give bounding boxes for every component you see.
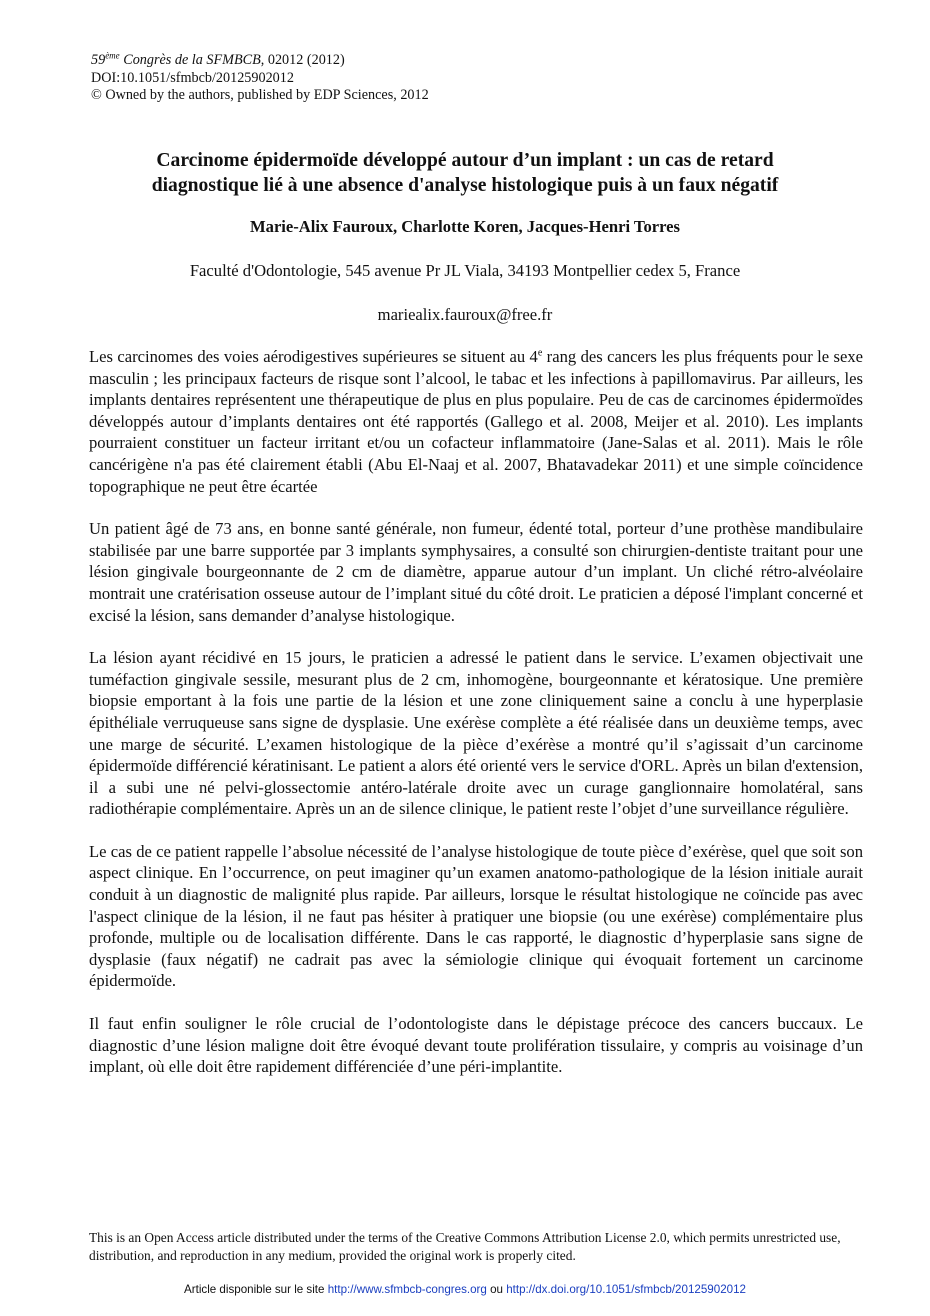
paragraph-treatment: La lésion ayant récidivé en 15 jours, le praticien a adressé le patient dans le service. L’examen objectivait une tuméfaction gingivale sessile, mesurant plus de 2 cm, inhomogène, bourgeonnante et kératosique. Une première biopsie emportant à la fois une partie de la lésion et une zone cliniquement saine a conclu à une hyperplasie épithéliale verruqueuse sans signe de dysplasie. Une exérèse complète a été réalisée dans un deuxième temps, avec une marge de sécurité. L’examen histologique de la pièce d’exérèse a montré qu’il s’agissait d’un carcinome épidermoïde différencié kératinisant. Le patient a alors été orienté vers le service d'ORL. Après un bilan d'extension, il a subi une né pelvi-glossectomie antéro-latérale droite avec un curage ganglionnaire homolatéral, sans radiothérapie complémentaire. Après un an de silence clinique, le patient reste l’objet d’une surveillance régulière.: [89, 648, 863, 819]
paragraph-text: Les carcinomes des voies aérodigestives supérieures se situent au 4: [89, 347, 538, 366]
paragraph-conclusion: Il faut enfin souligner le rôle crucial de l’odontologiste dans le dépistage précoce des cancers buccaux. Le diagnostic d’une lésion maligne doit être évoqué devant toute prolifération tissulaire, y compris au voisinage d’un implant, où elle doit être rapidement différenciée d’une péri-implantite.: [89, 1014, 863, 1077]
affiliation: Faculté d'Odontologie, 545 avenue Pr JL Viala, 34193 Montpellier cedex 5, France: [189, 261, 741, 280]
footer-separator: ou: [486, 1283, 507, 1296]
title-line-2: diagnostique lié à une absence d'analyse histologique puis à un faux négatif: [151, 175, 779, 196]
abstract-body: [89, 346, 863, 1099]
doi-line: DOI:10.1051/sfmbcb/20125902012: [91, 69, 294, 86]
doi-link[interactable]: http://dx.doi.org/10.1051/sfmbcb/20125902012: [506, 1283, 746, 1296]
running-header: [91, 52, 429, 105]
congress-link[interactable]: http://www.sfmbcb-congres.org: [327, 1283, 487, 1296]
paragraph-text: rang des cancers les plus fréquents pour le sexe masculin ; les principaux facteurs de risque sont l’alcool, le tabac et les infections à papillomavirus. Par ailleurs, les implants dentaires représentent une thérapeutique de plus en plus populaire. Peu de cas de carcinomes épidermoïdes développés autour d’implants dentaires ont été rapportés (Gallego et al. 2008, Meijer et al. 2010). Les implants pourraient constituer un facteur irritant et/ou un cofacteur inflammatoire (Jane-Salas et al. 2011). Mais le rôle cancérigène n'a pas été clairement établi (Abu El-Naaj et al. 2007, Bhatavadekar 2011) et une simple coïncidence topographique ne peut être écartée: [89, 347, 863, 496]
conference-title: Congrès de la SFMBCB: [119, 52, 261, 68]
paragraph-case: Un patient âgé de 73 ans, en bonne santé générale, non fumeur, édenté total, porteur d’une prothèse mandibulaire stabilisée par une barre supportée par 3 implants symphysaires, a consulté son chirurgien-dentiste traitant pour une lésion gingivale bourgeonnante de 2 cm de diamètre, apparue autour d’un implant. Un cliché rétro-alvéolaire montrait une cratérisation osseuse autour de l’implant situé du côté droit. Le praticien a déposé l'implant concerné et excisé la lésion, sans demander d’analyse histologique.: [89, 519, 863, 625]
page-footer: [0, 1283, 930, 1296]
author-list: Marie-Alix Fauroux, Charlotte Koren, Jacques-Henri Torres: [249, 217, 680, 236]
ordinal-suffix: e: [537, 347, 543, 359]
paragraph-discussion: Le cas de ce patient rappelle l’absolue nécessité de l’analyse histologique de toute pièce d’exérèse, quel que soit son aspect clinique. En l’occurrence, on peut imaginer qu’un examen anatomo-pathologique de la lésion initiale aurait conduit à un diagnostic de malignité plus rapide. Par ailleurs, lorsque le résultat histologique ne coïncide pas avec l'aspect clinique de la lésion, il ne faut pas hésiter à pratiquer une biopsie (ou une exérèse) complémentaire plus profonde, multiple ou de localisation différente. Dans le cas rapporté, le diagnostic d’hyperplasie sans signe de dysplasie (faux négatif) ne cadrait pas avec la sémiologie clinique qui évoquait fortement un carcinome épidermoïde.: [89, 841, 863, 991]
conference-edition-suffix: ème: [105, 50, 120, 61]
article-number: , 02012 (2012): [260, 52, 345, 68]
conference-edition: 59: [91, 52, 106, 68]
title-line-1: Carcinome épidermoïde développé autour d’un implant : un cas de retard: [156, 150, 774, 171]
conference-line: [91, 52, 429, 70]
copyright-line: © Owned by the authors, published by EDP Sciences, 2012: [91, 87, 429, 103]
paragraph-introduction: [89, 346, 863, 497]
paper-title: [80, 148, 850, 198]
footer-text: Article disponible sur le site: [184, 1283, 328, 1296]
conference-name: [91, 52, 261, 68]
contact-email: mariealix.fauroux@free.fr: [377, 305, 553, 324]
license-notice: This is an Open Access article distributed under the terms of the Creative Commons Attribution License 2.0, which permits unrestricted use, distribution, and reproduction in any medium, provided the original work is properly cited.: [89, 1230, 841, 1263]
